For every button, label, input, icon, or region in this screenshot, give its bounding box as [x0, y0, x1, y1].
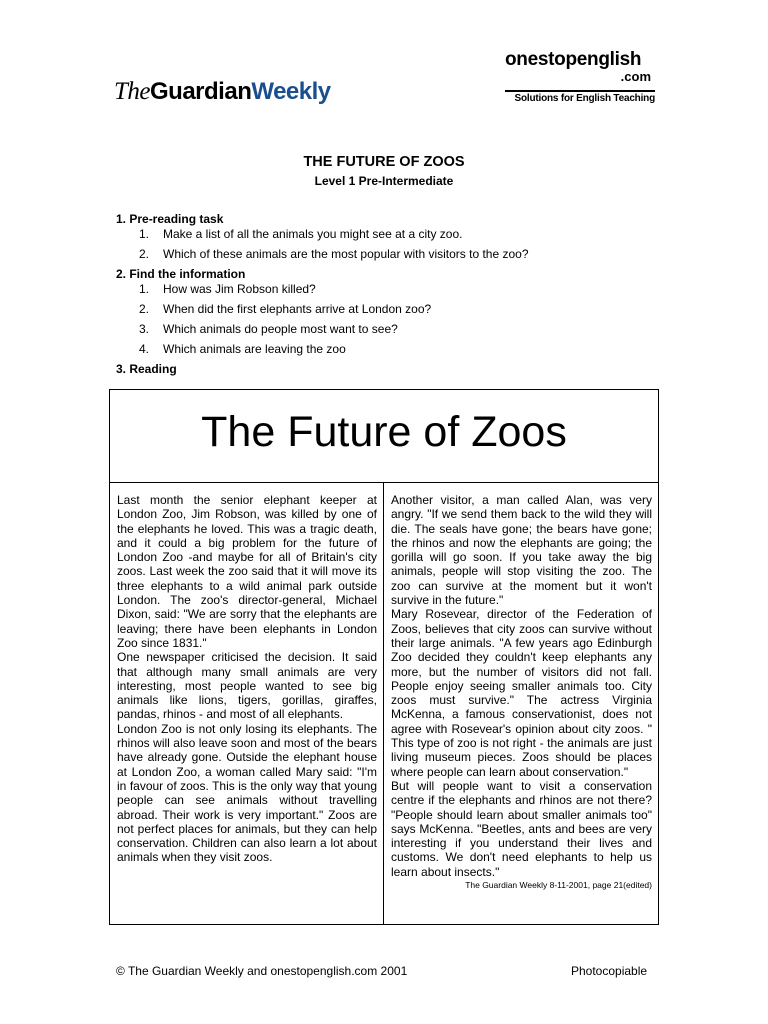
- article-credit: The Guardian Weekly 8-11-2001, page 21(edited): [465, 880, 652, 891]
- article-right-column: [384, 483, 658, 925]
- article-paragraph: Mary Rosevear, director of the Federation of Zoos, believes that city zoos can survive without their large animals. "A few years ago Edinburgh Zoo decided they couldn't keep elephants any more, but the number of visitors did not fall. People enjoy seeing smaller animals too. City zoos must survive." The actress Virginia McKenna, a famous conservationist, does not agree with Rosevear's opinion about city zoos. " This type of zoo is not right - the animals are just living museum pieces. Zoos should be places where people can learn about conservation.": [391, 607, 652, 779]
- list-item: [116, 302, 676, 322]
- article-paragraph: London Zoo is not only losing its elephants. The rhinos will also leave soon and most of the bears have already gone. Outside the elephant house at London Zoo, a woman called Mary said: "I'm in favour of zoos. This is the only way that young people can see animals without travelling abroad. Their work is very important." Zoos are not perfect places for animals, but they can help conservation. Children can also learn a lot about animals when they visit zoos.: [117, 721, 377, 865]
- item-text: Make a list of all the animals you might see at a city zoo.: [163, 227, 463, 241]
- item-number: 1.: [139, 282, 150, 296]
- item-number: 2.: [139, 247, 150, 261]
- list-item: [116, 342, 676, 362]
- guardian-weekly-logo: [114, 78, 331, 106]
- guardian-weekly-logo-guardian: Guardian: [150, 78, 252, 105]
- article-paragraph: Another visitor, a man called Alan, was very angry. "If we send them back to the wild they will die. The seals have gone; the bears have gone; the rhinos and now the elephants are going; the gorilla will go soon. If you take away the big animals, people will stop visiting the zoo. The zoo can survive at the moment but it won't survive in the future.": [391, 493, 652, 608]
- article-box: [109, 389, 659, 925]
- onestopenglish-logo-com: .com: [620, 69, 651, 84]
- item-text: Which of these animals are the most popular with visitors to the zoo?: [163, 247, 529, 261]
- footer-copyright: © The Guardian Weekly and onestopenglish.com 2001: [116, 964, 408, 978]
- item-number: 1.: [139, 227, 150, 241]
- onestopenglish-logo: [505, 50, 655, 104]
- reading-heading: 3. Reading: [116, 362, 177, 376]
- item-text: When did the first elephants arrive at London zoo?: [163, 302, 432, 316]
- pre-reading-heading: 1. Pre-reading task: [116, 212, 224, 226]
- guardian-weekly-logo-weekly: Weekly: [251, 78, 331, 105]
- article-paragraph: One newspaper criticised the decision. It said that although many small animals are very interesting, most people wanted to see big animals like lions, tigers, gorillas, giraffes, pandas, rhinos - and most of all elephants.: [117, 650, 377, 722]
- item-number: 4.: [139, 342, 150, 356]
- item-number: 3.: [139, 322, 150, 336]
- list-item: [116, 247, 676, 267]
- pre-reading-list: [116, 227, 676, 267]
- page-title: THE FUTURE OF ZOOS: [303, 154, 465, 170]
- item-number: 2.: [139, 302, 150, 316]
- find-information-list: [116, 282, 676, 362]
- item-text: Which animals are leaving the zoo: [163, 342, 346, 356]
- list-item: [116, 322, 676, 342]
- footer-photocopiable: Photocopiable: [571, 964, 648, 978]
- article-left-column: [110, 483, 384, 925]
- level-subtitle: Level 1 Pre-Intermediate: [314, 174, 454, 188]
- guardian-weekly-logo-the: The: [114, 78, 150, 105]
- find-information-heading: 2. Find the information: [116, 267, 246, 281]
- task-sections: [116, 212, 676, 377]
- article-columns: [110, 483, 658, 925]
- article-paragraph: But will people want to visit a conservation centre if the elephants and rhinos are not there? "People should learn about smaller animals too" says McKenna. "Beetles, ants and bees are very interesting if you understand their lives and customs. We don't need elephants to help us learn about insects.": [391, 778, 652, 879]
- onestopenglish-tagline: Solutions for English Teaching: [505, 90, 655, 104]
- list-item: [116, 282, 676, 302]
- article-title: The Future of Zoos: [110, 390, 658, 483]
- item-text: Which animals do people most want to see?: [163, 322, 398, 336]
- onestopenglish-logo-main: onestopenglish: [505, 49, 642, 70]
- item-text: How was Jim Robson killed?: [163, 282, 316, 296]
- list-item: [116, 227, 676, 247]
- article-paragraph: Last month the senior elephant keeper at London Zoo, Jim Robson, was killed by one of the elephants he loved. This was a tragic death, and it could a big problem for the future of London Zoo -and maybe for all of Britain's city zoos. Last week the zoo said that it will move its three elephants to a wild animal park outside London. The zoo's director-general, Michael Dixon, said: "We are sorry that the elephants are leaving; there have been elephants in London Zoo since 1831.": [117, 493, 377, 650]
